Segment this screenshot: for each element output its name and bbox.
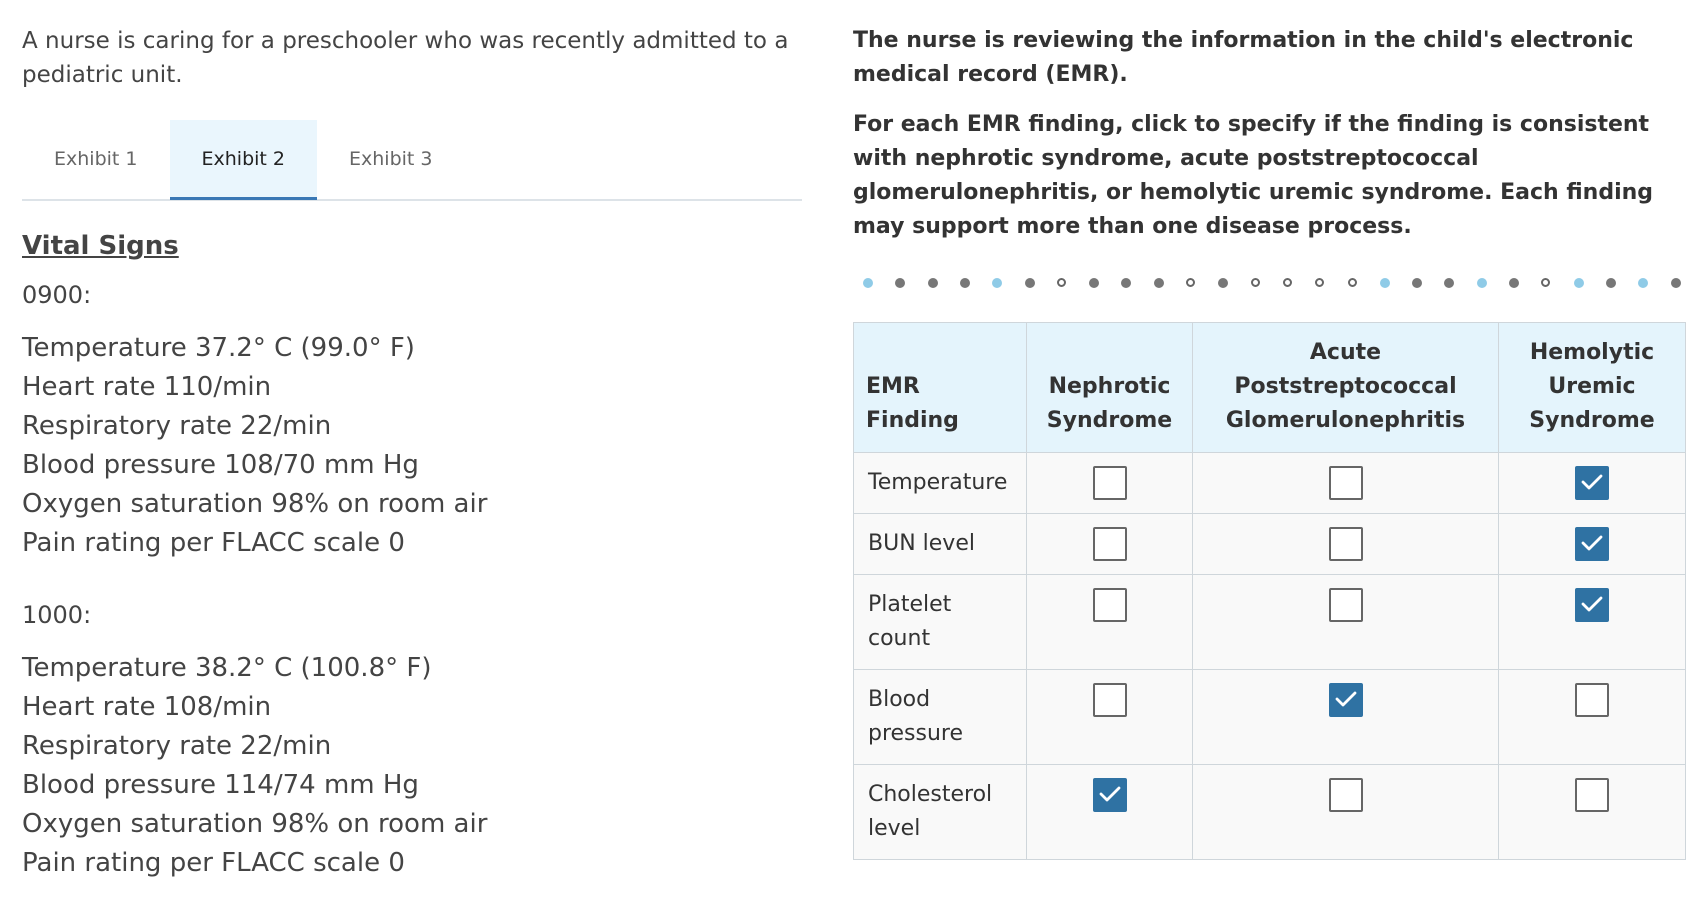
checkbox-nephrotic[interactable] xyxy=(1093,778,1127,812)
progress-dot[interactable] xyxy=(1186,278,1195,287)
progress-dot[interactable] xyxy=(1380,278,1390,288)
left-panel xyxy=(22,24,802,883)
progress-dot[interactable] xyxy=(1477,278,1487,288)
progress-dot[interactable] xyxy=(1154,278,1164,288)
vitals-list-0900 xyxy=(22,329,802,563)
grid-cell xyxy=(1027,765,1193,860)
checkbox-apsgn[interactable] xyxy=(1329,466,1363,500)
vital-line: Heart rate 110/min xyxy=(22,372,272,402)
instruction-task: For each EMR finding, click to specify if the finding is consistent with nephrotic syndrome, acute poststreptococcal glomerulonephritis, or hemolytic uremic syndrome. Each finding may support more than one disease process. xyxy=(853,112,1654,239)
grid-cell xyxy=(1027,575,1193,670)
grid-cell xyxy=(1027,514,1193,575)
checkmark-icon xyxy=(1581,473,1603,491)
checkbox-apsgn[interactable] xyxy=(1329,527,1363,561)
progress-dot[interactable] xyxy=(863,278,873,288)
checkbox-apsgn[interactable] xyxy=(1329,778,1363,812)
table-row xyxy=(854,514,1686,575)
header-hus: Hemolytic Uremic Syndrome xyxy=(1499,323,1686,453)
grid-cell xyxy=(1499,514,1686,575)
progress-dot[interactable] xyxy=(928,278,938,288)
checkbox-hus[interactable] xyxy=(1575,466,1609,500)
vital-line: Temperature 38.2° C (100.8° F) xyxy=(22,653,432,683)
progress-dot[interactable] xyxy=(1283,278,1292,287)
finding-label: Blood pressure xyxy=(854,670,1027,765)
checkmark-icon xyxy=(1581,534,1603,552)
header-emr-finding: EMR Finding xyxy=(854,323,1027,453)
progress-dot[interactable] xyxy=(992,278,1002,288)
finding-label: BUN level xyxy=(854,514,1027,575)
instruction-intro: The nurse is reviewing the information in the child's electronic medical record (EMR). xyxy=(853,28,1634,87)
vital-line: Pain rating per FLACC scale 0 xyxy=(22,848,405,878)
progress-dot[interactable] xyxy=(1057,278,1066,287)
grid-cell xyxy=(1193,575,1499,670)
vital-line: Respiratory rate 22/min xyxy=(22,411,332,441)
question-progress-dots xyxy=(853,274,1683,294)
section-title: Vital Signs xyxy=(22,231,179,261)
checkbox-apsgn[interactable] xyxy=(1329,683,1363,717)
grid-cell xyxy=(1193,670,1499,765)
grid-body xyxy=(854,453,1686,860)
grid-cell xyxy=(1027,453,1193,514)
tab-exhibit-2[interactable]: Exhibit 2 xyxy=(170,120,318,200)
grid-cell xyxy=(1499,670,1686,765)
grid-cell xyxy=(1027,670,1193,765)
emr-finding-grid xyxy=(853,322,1686,860)
finding-label: Cholesterol level xyxy=(854,765,1027,860)
checkbox-hus[interactable] xyxy=(1575,527,1609,561)
checkbox-hus[interactable] xyxy=(1575,683,1609,717)
vital-line: Blood pressure 108/70 mm Hg xyxy=(22,450,419,480)
header-apsgn: Acute Poststreptococcal Glomerulonephritis xyxy=(1193,323,1499,453)
progress-dot[interactable] xyxy=(1025,278,1035,288)
progress-dot[interactable] xyxy=(1315,278,1324,287)
progress-dot[interactable] xyxy=(1444,278,1454,288)
progress-dot[interactable] xyxy=(1412,278,1422,288)
scenario-text: A nurse is caring for a preschooler who was recently admitted to a pediatric unit. xyxy=(22,28,789,88)
checkbox-hus[interactable] xyxy=(1575,778,1609,812)
table-row xyxy=(854,575,1686,670)
checkbox-hus[interactable] xyxy=(1575,588,1609,622)
progress-dot[interactable] xyxy=(1348,278,1357,287)
progress-dot[interactable] xyxy=(1509,278,1519,288)
tab-exhibit-1[interactable]: Exhibit 1 xyxy=(54,147,138,170)
grid-cell xyxy=(1499,453,1686,514)
checkbox-apsgn[interactable] xyxy=(1329,588,1363,622)
time-label-0900: 0900: xyxy=(22,281,92,309)
progress-dot[interactable] xyxy=(960,278,970,288)
grid-cell xyxy=(1499,575,1686,670)
checkmark-icon xyxy=(1581,595,1603,613)
vital-line: Oxygen saturation 98% on room air xyxy=(22,489,488,519)
header-nephrotic-syndrome: Nephrotic Syndrome xyxy=(1027,323,1193,453)
right-panel xyxy=(853,24,1683,860)
progress-dot[interactable] xyxy=(1251,278,1260,287)
progress-dot[interactable] xyxy=(1218,278,1228,288)
progress-dot[interactable] xyxy=(1574,278,1584,288)
checkmark-icon xyxy=(1335,690,1357,708)
checkbox-nephrotic[interactable] xyxy=(1093,683,1127,717)
exhibit-tabs xyxy=(22,120,802,201)
vital-line: Blood pressure 114/74 mm Hg xyxy=(22,770,419,800)
progress-dot[interactable] xyxy=(1089,278,1099,288)
vitals-list-1000 xyxy=(22,649,802,883)
progress-dot[interactable] xyxy=(1638,278,1648,288)
vital-line: Heart rate 108/min xyxy=(22,692,272,722)
progress-dot[interactable] xyxy=(1121,278,1131,288)
grid-cell xyxy=(1193,514,1499,575)
time-label-1000: 1000: xyxy=(22,601,92,629)
checkmark-icon xyxy=(1099,785,1121,803)
tab-exhibit-3[interactable]: Exhibit 3 xyxy=(349,147,433,170)
checkbox-nephrotic[interactable] xyxy=(1093,466,1127,500)
vital-line: Respiratory rate 22/min xyxy=(22,731,332,761)
checkbox-nephrotic[interactable] xyxy=(1093,527,1127,561)
progress-dot[interactable] xyxy=(1541,278,1550,287)
vital-line: Temperature 37.2° C (99.0° F) xyxy=(22,333,415,363)
vital-line: Oxygen saturation 98% on room air xyxy=(22,809,488,839)
checkbox-nephrotic[interactable] xyxy=(1093,588,1127,622)
grid-cell xyxy=(1193,765,1499,860)
grid-cell xyxy=(1193,453,1499,514)
progress-dot[interactable] xyxy=(895,278,905,288)
progress-dot[interactable] xyxy=(1606,278,1616,288)
grid-cell xyxy=(1499,765,1686,860)
finding-label: Temperature xyxy=(854,453,1027,514)
vital-line: Pain rating per FLACC scale 0 xyxy=(22,528,405,558)
table-row xyxy=(854,453,1686,514)
finding-label: Platelet count xyxy=(854,575,1027,670)
progress-dot[interactable] xyxy=(1671,278,1681,288)
table-row xyxy=(854,670,1686,765)
table-row xyxy=(854,765,1686,860)
